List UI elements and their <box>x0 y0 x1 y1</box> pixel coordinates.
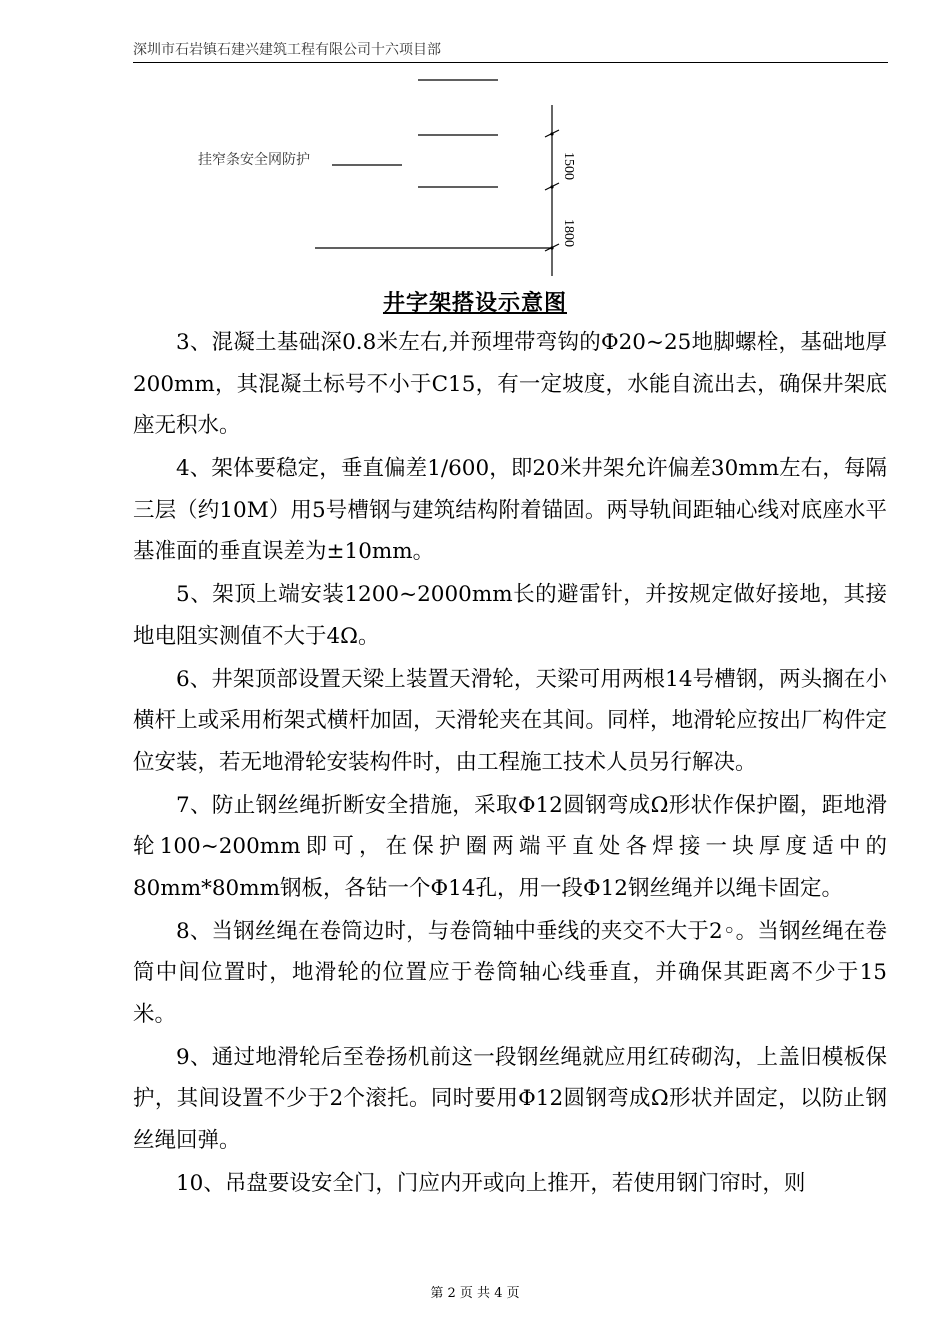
derrick-diagram <box>0 64 620 286</box>
dimension-1500: 1500 <box>561 152 576 180</box>
paragraph-7: 7、防止钢丝绳折断安全措施，采取Φ12圆钢弯成Ω形状作保护圈，距地滑轮100~200mm即可，在保护圈两端平直处各焊接一块厚度适中的80mm*80mm钢板，各钻一个Φ14孔，用一段Φ12钢丝绳并以绳卡固定。 <box>133 792 887 901</box>
safety-net-label: 挂窄条安全网防护 <box>198 152 310 168</box>
body-text <box>133 322 887 1204</box>
paragraph-5: 5、架顶上端安装1200~2000mm长的避雷针，并按规定做好接地，其接地电阻实测值不大于4Ω。 <box>133 582 887 649</box>
dimension-1800: 1800 <box>561 219 576 247</box>
page-header: 深圳市石岩镇石建兴建筑工程有限公司十六项目部 <box>133 42 441 58</box>
page-footer: 第 2 页 共 4 页 <box>430 1286 520 1301</box>
paragraph-4: 4、架体要稳定，垂直偏差1/600，即20米井架允许偏差30mm左右，每隔三层（约10M）用5号槽钢与建筑结构附着锚固。两导轨间距轴心线对底座水平基准面的垂直误差为±10mm。 <box>133 456 887 564</box>
paragraph-10: 10、吊盘要设安全门，门应内开或向上推开，若使用钢门帘时，则 <box>176 1170 806 1196</box>
paragraph-3: 3、混凝土基础深0.8米左右,并预埋带弯钩的Φ20~25地脚螺栓，基础地厚200mm，其混凝土标号不小于C15，有一定坡度，水能自流出去，确保井架底座无积水。 <box>133 330 887 438</box>
paragraph-6: 6、井架顶部设置天梁上装置天滑轮，天梁可用两根14号槽钢，两头搁在小横杆上或采用桁架式横杆加固，天滑轮夹在其间。同样，地滑轮应按出厂构件定位安装，若无地滑轮安装构件时，由工程施工技术人员另行解决。 <box>133 666 887 775</box>
header-divider <box>133 62 888 63</box>
paragraph-9: 9、通过地滑轮后至卷扬机前这一段钢丝绳就应用红砖砌沟，上盖旧模板保护，其间设置不少于2个滚托。同时要用Φ12圆钢弯成Ω形状并固定，以防止钢丝绳回弹。 <box>133 1044 887 1153</box>
figure-caption: 井字架搭设示意图 <box>382 291 567 316</box>
paragraph-8: 8、当钢丝绳在卷筒边时，与卷筒轴中垂线的夹交不大于2◦。当钢丝绳在卷筒中间位置时，地滑轮的位置应于卷筒轴心线垂直，并确保其距离不少于15米。 <box>133 918 887 1027</box>
